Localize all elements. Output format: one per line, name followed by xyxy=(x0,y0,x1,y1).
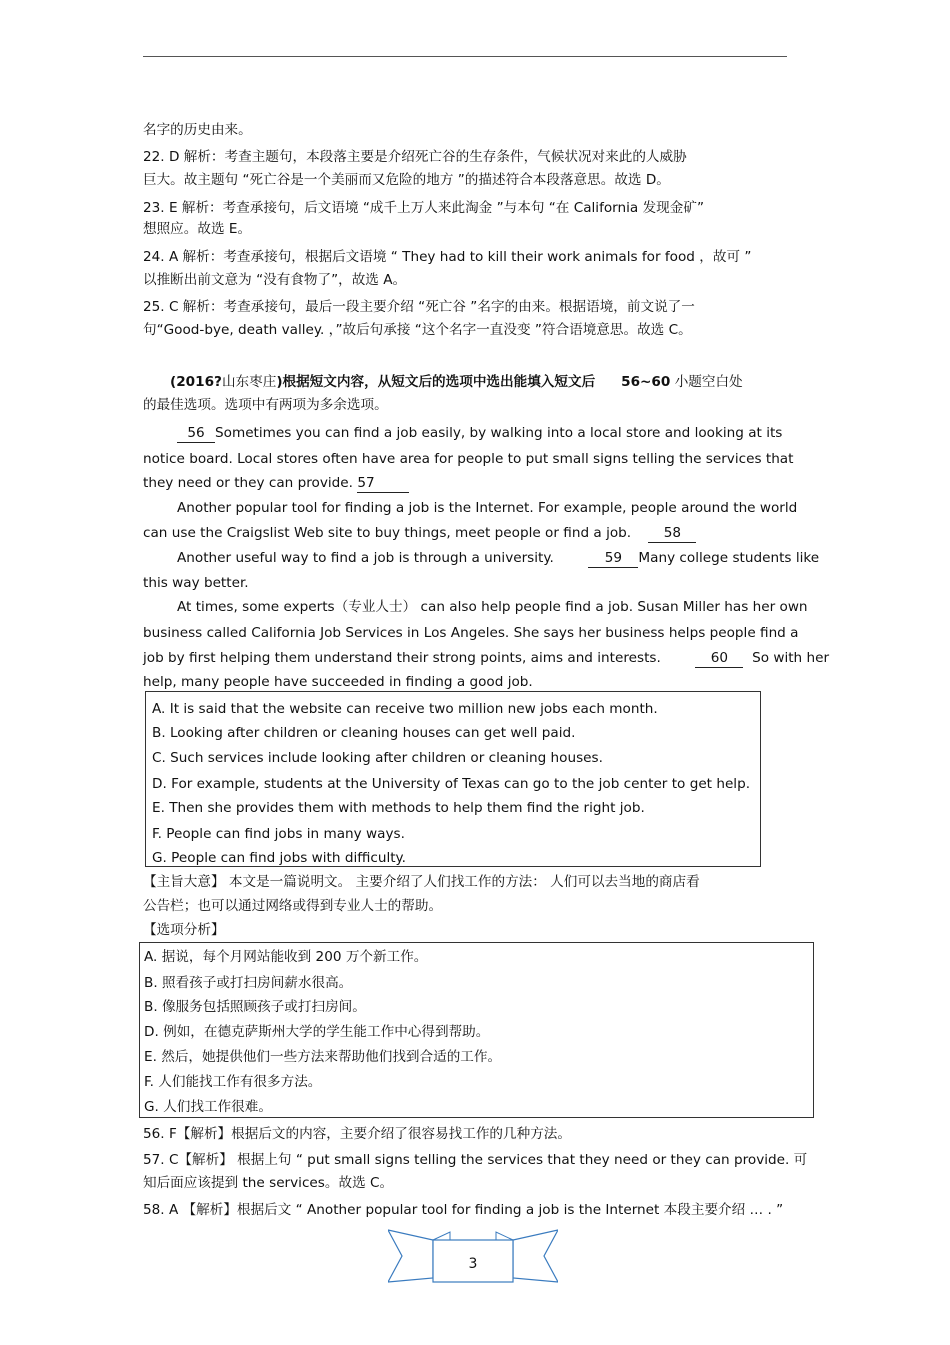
passage-line xyxy=(143,649,829,668)
passage-line: notice board. Local stores often have area for people to put small signs telling the services that xyxy=(143,451,794,467)
analysis-e: E. 然后，她提供他们一些方法来帮助他们找到合适的工作。 xyxy=(144,1049,502,1065)
blank-60: 60 xyxy=(695,649,743,668)
task-year: (2016? xyxy=(170,374,222,390)
blank-59: 59 xyxy=(588,549,638,568)
answer-line: 知后面应该提到 the services。故选 C。 xyxy=(143,1175,394,1191)
text-line: 句“Good-bye, death valley. ，”故后句承接 “这个名字一直没变 ”符合语境意思。故选 C。 xyxy=(143,322,692,338)
task-intro-line2: 的最佳选项。选项中有两项为多余选项。 xyxy=(143,397,388,413)
blank-57: 57 xyxy=(357,474,409,493)
option-c: C. Such services include looking after children or cleaning houses. xyxy=(152,750,603,766)
answer-line: 57. C【解析】 根据上句 “ put small signs telling the services that they need or they can provide. 可 xyxy=(143,1152,808,1168)
passage-text: Another useful way to find a job is through a university. xyxy=(177,550,554,566)
section-heading: 【选项分析】 xyxy=(143,922,225,938)
passage-text: job by first helping them understand their strong points, aims and interests. xyxy=(143,650,661,666)
analysis-a: A. 据说，每个月网站能收到 200 万个新工作。 xyxy=(144,949,428,965)
passage-line xyxy=(177,424,782,443)
blank-58: 58 xyxy=(648,524,696,543)
passage-text: So with her xyxy=(752,650,830,666)
analysis-d: D. 例如，在德克萨斯州大学的学生能工作中心得到帮助。 xyxy=(144,1024,490,1040)
text-line: 名字的历史由来。 xyxy=(143,122,252,138)
text-line: 想照应。故选 E。 xyxy=(143,221,252,237)
option-f: F. People can find jobs in many ways. xyxy=(152,826,405,842)
passage-line xyxy=(143,474,409,493)
option-g: G. People can find jobs with difficulty. xyxy=(152,850,406,866)
task-range: 56~60 xyxy=(621,374,671,390)
option-b: B. Looking after children or cleaning houses can get well paid. xyxy=(152,725,576,741)
text-line: 24. A 解析：考查承接句，根据后文语境 “ They had to kill their work animals for food ，故可 ” xyxy=(143,249,752,265)
passage-line: At times, some experts（专业人士） can also help people find a job. Susan Miller has her own xyxy=(177,599,808,615)
option-d: D. For example, students at the University of Texas can go to the job center to get help. xyxy=(152,776,751,792)
blank-56: 56 xyxy=(177,424,215,443)
option-e: E. Then she provides them with methods to help them find the right job. xyxy=(152,800,645,816)
analysis-b: B. 照看孩子或打扫房间薪水很高。 xyxy=(144,975,353,991)
answer-line: 56. F【解析】根据后文的内容，主要介绍了很容易找工作的几种方法。 xyxy=(143,1126,571,1142)
analysis-c: B. 像服务包括照顾孩子或打扫房间。 xyxy=(144,999,366,1015)
header-rule xyxy=(143,56,787,57)
passage-line: this way better. xyxy=(143,575,249,591)
passage-line: business called California Job Services in Los Angeles. She says her business helps people find a xyxy=(143,625,799,641)
summary-line: 【主旨大意】 本文是一篇说明文。 主要介绍了人们找工作的方法： 人们可以去当地的商店看 xyxy=(143,874,700,890)
text-line: 25. C 解析：考查承接句，最后一段主要介绍 “死亡谷 ”名字的由来。根据语境，前文说了一 xyxy=(143,299,695,315)
summary-line: 公告栏；也可以通过网络或得到专业人士的帮助。 xyxy=(143,898,443,914)
analysis-f: F. 人们能找工作有很多方法。 xyxy=(144,1074,322,1090)
answer-line: 58. A 【解析】根据后文 “ Another popular tool for finding a job is the Internet 本段主要介绍 … . ” xyxy=(143,1202,784,1218)
text-line: 以推断出前文意为 “没有食物了”，故选 A。 xyxy=(143,272,407,288)
task-intro-tail: 小题空白处 xyxy=(674,374,743,390)
task-intro-text: )根据短文内容，从短文后的选项中选出能填入短文后 xyxy=(276,374,596,390)
passage-line: help, many people have succeeded in finding a good job. xyxy=(143,674,533,690)
text-line: 23. E 解析：考查承接句，后文语境 “成千上万人来此淘金 ”与本句 “在 California 发现金矿” xyxy=(143,200,704,216)
passage-text: can use the Craigslist Web site to buy things, meet people or find a job. xyxy=(143,525,632,541)
option-a: A. It is said that the website can receive two million new jobs each month. xyxy=(152,701,658,717)
text-line: 22. D 解析：考查主题句，本段落主要是介绍死亡谷的生存条件，气候状况对来此的人威胁 xyxy=(143,149,687,165)
passage-text: they need or they can provide. xyxy=(143,475,353,491)
passage-text: Many college students like xyxy=(638,550,820,566)
analysis-g: G. 人们找工作很难。 xyxy=(144,1099,272,1115)
passage-line xyxy=(177,549,819,568)
passage-text: Sometimes you can find a job easily, by walking into a local store and looking at its xyxy=(215,425,783,441)
task-place: 山东枣庄 xyxy=(221,374,277,390)
passage-line: Another popular tool for finding a job is the Internet. For example, people around the world xyxy=(177,500,798,516)
task-intro xyxy=(170,373,743,391)
passage-line xyxy=(143,524,696,543)
text-line: 巨大。故主题句 “死亡谷是一个美丽而又危险的地方 ”的描述符合本段落意思。故选 D。 xyxy=(143,172,670,188)
page-number: 3 xyxy=(468,1256,478,1272)
